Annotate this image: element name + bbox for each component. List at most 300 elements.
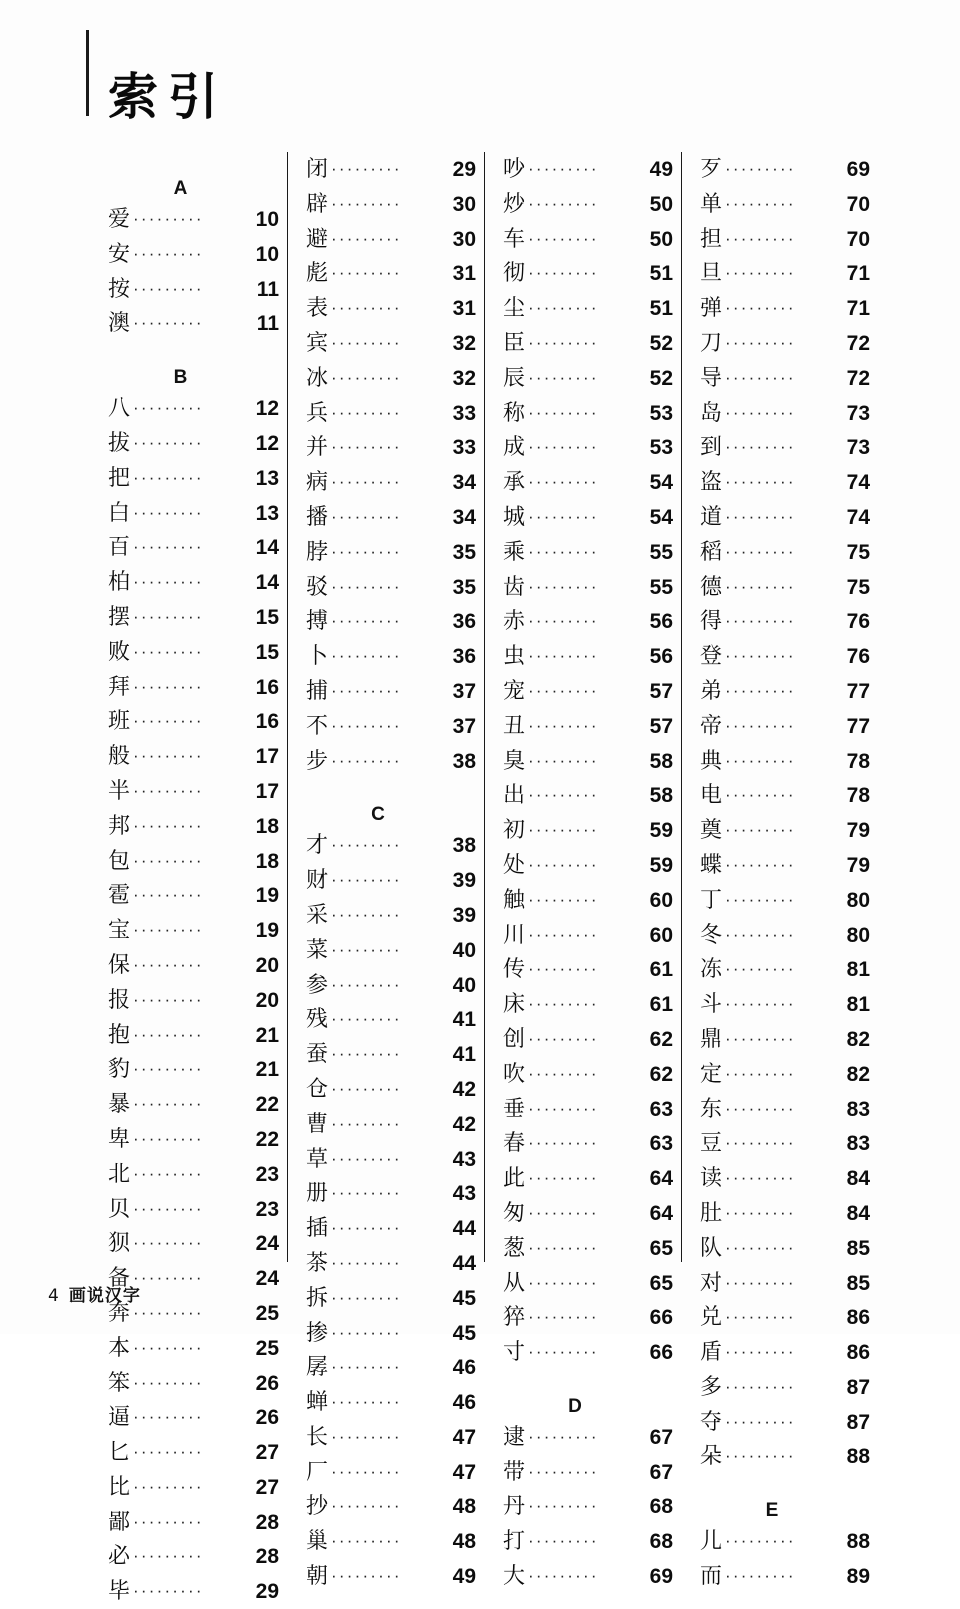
index-entry[interactable] — [306, 1142, 476, 1177]
index-entry[interactable] — [503, 222, 673, 257]
index-entry[interactable] — [700, 500, 870, 535]
index-entry[interactable] — [306, 709, 476, 744]
index-entry[interactable] — [503, 1489, 673, 1524]
entry-page-number: 86 — [846, 1341, 870, 1365]
entry-page-number: 52 — [649, 366, 673, 390]
index-entry[interactable] — [700, 222, 870, 257]
index-entry[interactable] — [306, 933, 476, 968]
entry-page-number: 24 — [255, 1267, 279, 1291]
index-entry[interactable] — [108, 809, 279, 844]
entry-character: 炒 — [503, 191, 526, 217]
entry-character: 拜 — [108, 674, 131, 700]
index-entry[interactable] — [108, 391, 279, 426]
entry-character: 承 — [503, 470, 526, 496]
entry-page-number: 40 — [452, 938, 476, 962]
index-entry[interactable] — [503, 361, 673, 396]
index-entry[interactable] — [108, 913, 279, 948]
dot-leader: ········· — [331, 263, 402, 283]
index-entry[interactable] — [306, 1211, 476, 1246]
entry-character: 北 — [108, 1161, 131, 1187]
entry-page-number: 74 — [846, 505, 870, 529]
entry-character: 卜 — [306, 644, 329, 670]
index-entry[interactable] — [306, 535, 476, 570]
entry-character: 担 — [700, 226, 723, 252]
entry-character: 抄 — [306, 1494, 329, 1520]
index-entry[interactable] — [108, 1505, 279, 1540]
index-entry[interactable] — [108, 600, 279, 635]
index-entry[interactable] — [503, 187, 673, 222]
index-entry[interactable] — [700, 1405, 870, 1440]
index-entry[interactable] — [503, 883, 673, 918]
dot-leader: ········· — [725, 367, 796, 387]
entry-page-number: 75 — [846, 540, 870, 564]
dot-leader: ········· — [133, 572, 204, 592]
index-entry[interactable] — [503, 1524, 673, 1559]
entry-character: 城 — [503, 504, 526, 530]
dot-leader: ········· — [331, 904, 402, 924]
entry-character: 捕 — [306, 678, 329, 704]
entry-character: 表 — [306, 296, 329, 322]
entry-character: 孱 — [306, 1355, 329, 1381]
entry-page-number: 20 — [255, 953, 279, 977]
index-entry[interactable] — [306, 1385, 476, 1420]
dot-leader: ········· — [133, 537, 204, 557]
entry-page-number: 55 — [649, 575, 673, 599]
entry-character: 岛 — [700, 400, 723, 426]
index-entry[interactable] — [700, 1439, 870, 1474]
index-entry[interactable] — [700, 570, 870, 605]
index-entry[interactable] — [306, 1524, 476, 1559]
index-entry[interactable] — [700, 674, 870, 709]
dot-leader: ········· — [528, 1426, 599, 1446]
dot-leader: ········· — [725, 1237, 796, 1257]
entry-character: 斗 — [700, 992, 723, 1018]
index-entry[interactable] — [108, 704, 279, 739]
index-entry[interactable] — [306, 1002, 476, 1037]
index-entry[interactable] — [306, 1420, 476, 1455]
dot-leader: ········· — [133, 606, 204, 626]
dot-leader: ········· — [331, 1183, 402, 1203]
dot-leader: ········· — [528, 611, 599, 631]
index-entry[interactable] — [306, 639, 476, 674]
index-entry[interactable] — [108, 530, 279, 565]
entry-page-number: 19 — [255, 884, 279, 908]
index-entry[interactable] — [108, 1470, 279, 1505]
entry-character: 爱 — [108, 207, 131, 232]
entry-character: 宠 — [503, 678, 526, 704]
entry-character: 把 — [108, 465, 131, 491]
index-entry[interactable] — [108, 1192, 279, 1227]
dot-leader: ········· — [528, 646, 599, 666]
index-entry[interactable] — [700, 952, 870, 987]
entry-character: 步 — [306, 748, 329, 774]
index-entry[interactable] — [306, 1489, 476, 1524]
index-entry[interactable] — [503, 709, 673, 744]
index-entry[interactable] — [503, 500, 673, 535]
dot-leader: ········· — [331, 1392, 402, 1412]
index-entry[interactable] — [700, 1559, 870, 1594]
index-entry[interactable] — [306, 430, 476, 465]
index-entry[interactable] — [700, 1300, 870, 1335]
index-entry[interactable] — [108, 1366, 279, 1401]
dot-leader: ········· — [725, 1202, 796, 1222]
index-entry[interactable] — [503, 1231, 673, 1266]
index-entry[interactable] — [503, 465, 673, 500]
dot-leader: ········· — [725, 159, 796, 178]
index-entry[interactable] — [306, 500, 476, 535]
dot-leader: ········· — [528, 1237, 599, 1257]
index-entry[interactable] — [108, 774, 279, 809]
dot-leader: ········· — [528, 820, 599, 840]
index-entry[interactable] — [700, 187, 870, 222]
index-entry[interactable] — [503, 1022, 673, 1057]
index-entry[interactable] — [503, 1092, 673, 1127]
index-entry[interactable] — [700, 1524, 870, 1559]
dot-leader: ········· — [133, 1268, 204, 1288]
index-entry[interactable] — [700, 430, 870, 465]
entry-character: 豆 — [700, 1131, 723, 1157]
entry-character: 播 — [306, 504, 329, 530]
index-entry[interactable] — [306, 1072, 476, 1107]
index-entry[interactable] — [503, 396, 673, 431]
entry-character: 班 — [108, 709, 131, 735]
entry-character: 寸 — [503, 1340, 526, 1366]
index-entry[interactable] — [503, 430, 673, 465]
index-entry[interactable] — [503, 674, 673, 709]
entry-page-number: 83 — [846, 1097, 870, 1121]
index-entry[interactable] — [108, 306, 279, 341]
entry-page-number: 72 — [846, 331, 870, 355]
entry-character: 称 — [503, 400, 526, 426]
index-entry[interactable] — [306, 1037, 476, 1072]
dot-leader: ········· — [133, 780, 204, 800]
entry-character: 道 — [700, 504, 723, 530]
entry-character: 带 — [503, 1459, 526, 1485]
index-entry[interactable] — [108, 1331, 279, 1366]
entry-page-number: 12 — [255, 431, 279, 455]
dot-leader: ········· — [725, 1168, 796, 1188]
entry-page-number: 38 — [452, 834, 476, 858]
entry-page-number: 72 — [846, 366, 870, 390]
index-entry[interactable] — [108, 1122, 279, 1157]
entry-page-number: 37 — [452, 679, 476, 703]
dot-leader: ········· — [331, 611, 402, 631]
index-column — [287, 152, 484, 1590]
index-entry[interactable] — [108, 1018, 279, 1053]
index-entry[interactable] — [700, 1092, 870, 1127]
index-entry[interactable] — [700, 396, 870, 431]
index-entry[interactable] — [700, 883, 870, 918]
index-entry[interactable] — [700, 918, 870, 953]
index-entry[interactable] — [700, 639, 870, 674]
index-entry[interactable] — [503, 1057, 673, 1092]
dot-leader: ········· — [331, 750, 402, 770]
index-entry[interactable] — [108, 844, 279, 879]
index-entry[interactable] — [503, 1559, 673, 1594]
index-entry[interactable] — [306, 152, 476, 187]
entry-page-number: 36 — [452, 645, 476, 669]
dot-leader: ········· — [725, 994, 796, 1014]
index-entry[interactable] — [108, 878, 279, 913]
entry-character: 对 — [700, 1270, 723, 1296]
dot-leader: ········· — [528, 1202, 599, 1222]
index-entry[interactable] — [700, 465, 870, 500]
index-entry[interactable] — [503, 152, 673, 187]
dot-leader: ········· — [725, 785, 796, 805]
index-entry[interactable] — [503, 987, 673, 1022]
entry-page-number: 65 — [649, 1271, 673, 1295]
index-entry[interactable] — [108, 565, 279, 600]
entry-page-number: 66 — [649, 1306, 673, 1330]
index-entry[interactable] — [306, 898, 476, 933]
index-entry[interactable] — [108, 461, 279, 496]
index-entry[interactable] — [108, 1226, 279, 1261]
index-entry[interactable] — [700, 535, 870, 570]
entry-page-number: 33 — [452, 436, 476, 460]
entry-character: 掺 — [306, 1320, 329, 1346]
index-entry[interactable] — [503, 639, 673, 674]
entry-page-number: 43 — [452, 1182, 476, 1206]
index-entry[interactable] — [503, 1335, 673, 1370]
entry-character: 菜 — [306, 937, 329, 963]
index-entry[interactable] — [306, 187, 476, 222]
index-entry[interactable] — [700, 152, 870, 187]
dot-leader: ········· — [133, 398, 204, 418]
entry-character: 才 — [306, 833, 329, 859]
dot-leader: ········· — [528, 1063, 599, 1083]
index-entry[interactable] — [700, 1057, 870, 1092]
entry-character: 包 — [108, 848, 131, 874]
index-entry[interactable] — [700, 709, 870, 744]
index-entry[interactable] — [108, 1400, 279, 1435]
dot-leader: ········· — [133, 502, 204, 522]
index-entry[interactable] — [306, 1246, 476, 1281]
index-entry[interactable] — [503, 604, 673, 639]
dot-leader: ········· — [331, 939, 402, 959]
index-entry[interactable] — [503, 952, 673, 987]
index-entry[interactable] — [503, 291, 673, 326]
index-entry[interactable] — [306, 604, 476, 639]
dot-leader: ········· — [331, 1566, 402, 1586]
index-entry[interactable] — [108, 670, 279, 705]
index-entry[interactable] — [503, 1196, 673, 1231]
entry-page-number: 40 — [452, 973, 476, 997]
index-entry[interactable] — [503, 744, 673, 779]
index-entry[interactable] — [108, 1052, 279, 1087]
index-entry[interactable] — [306, 570, 476, 605]
index-entry[interactable] — [503, 778, 673, 813]
index-entry[interactable] — [700, 326, 870, 361]
index-entry[interactable] — [108, 635, 279, 670]
dot-leader: ········· — [725, 1307, 796, 1327]
index-entry[interactable] — [700, 848, 870, 883]
dot-leader: ········· — [725, 924, 796, 944]
index-entry[interactable] — [700, 1335, 870, 1370]
dot-leader: ········· — [331, 1252, 402, 1272]
dot-leader: ········· — [528, 576, 599, 596]
index-entry[interactable] — [108, 983, 279, 1018]
entry-page-number: 71 — [846, 262, 870, 286]
entry-page-number: 56 — [649, 645, 673, 669]
index-entry[interactable] — [306, 396, 476, 431]
index-entry[interactable] — [700, 1161, 870, 1196]
index-entry[interactable] — [306, 1350, 476, 1385]
entry-character: 冬 — [700, 922, 723, 948]
entry-character: 队 — [700, 1235, 723, 1261]
index-entry[interactable] — [306, 1559, 476, 1594]
entry-character: 齿 — [503, 574, 526, 600]
dot-leader: ········· — [133, 885, 204, 905]
dot-leader: ········· — [725, 1566, 796, 1586]
entry-page-number: 54 — [649, 471, 673, 495]
index-entry[interactable] — [108, 496, 279, 531]
index-entry[interactable] — [306, 863, 476, 898]
entry-page-number: 70 — [846, 192, 870, 216]
index-entry[interactable] — [700, 1196, 870, 1231]
dot-leader: ········· — [133, 641, 204, 661]
index-entry[interactable] — [700, 604, 870, 639]
entry-page-number: 46 — [452, 1356, 476, 1380]
dot-leader: ········· — [725, 1531, 796, 1551]
dot-leader: ········· — [528, 1272, 599, 1292]
entry-page-number: 41 — [452, 1008, 476, 1032]
dot-leader: ········· — [725, 506, 796, 526]
entry-character: 打 — [503, 1529, 526, 1555]
index-entry[interactable] — [503, 570, 673, 605]
entry-page-number: 54 — [649, 505, 673, 529]
dot-leader: ········· — [133, 432, 204, 452]
dot-leader: ········· — [528, 1028, 599, 1048]
index-entry[interactable] — [108, 237, 279, 272]
index-entry[interactable] — [108, 948, 279, 983]
entry-page-number: 76 — [846, 645, 870, 669]
entry-page-number: 59 — [649, 819, 673, 843]
index-entry[interactable] — [306, 674, 476, 709]
index-entry[interactable] — [700, 1022, 870, 1057]
dot-leader: ········· — [331, 646, 402, 666]
index-entry[interactable] — [503, 1455, 673, 1490]
index-entry[interactable] — [306, 291, 476, 326]
index-entry[interactable] — [503, 256, 673, 291]
index-entry[interactable] — [108, 272, 279, 307]
index-entry[interactable] — [306, 1455, 476, 1490]
index-entry[interactable] — [700, 744, 870, 779]
dot-leader: ········· — [331, 870, 402, 890]
entry-character: 初 — [503, 818, 526, 844]
index-entry[interactable] — [306, 1281, 476, 1316]
index-entry[interactable] — [108, 1574, 279, 1609]
index-entry[interactable] — [700, 1231, 870, 1266]
index-entry[interactable] — [700, 291, 870, 326]
entry-character: 歹 — [700, 157, 723, 182]
index-entry[interactable] — [503, 848, 673, 883]
index-entry[interactable] — [503, 1126, 673, 1161]
index-entry[interactable] — [108, 1435, 279, 1470]
index-entry[interactable] — [503, 918, 673, 953]
entry-page-number: 47 — [452, 1460, 476, 1484]
index-entry[interactable] — [306, 828, 476, 863]
index-entry[interactable] — [700, 987, 870, 1022]
entry-character: 八 — [108, 396, 131, 422]
index-entry[interactable] — [700, 778, 870, 813]
dot-leader: ········· — [528, 159, 599, 178]
entry-page-number: 58 — [649, 784, 673, 808]
entry-page-number: 73 — [846, 401, 870, 425]
index-entry[interactable] — [306, 1316, 476, 1351]
entry-character: 电 — [700, 783, 723, 809]
index-entry[interactable] — [306, 361, 476, 396]
index-entry[interactable] — [700, 1126, 870, 1161]
index-entry[interactable] — [306, 1107, 476, 1142]
entry-page-number: 79 — [846, 853, 870, 877]
entry-page-number: 37 — [452, 714, 476, 738]
index-entry[interactable] — [700, 1370, 870, 1405]
entry-page-number: 61 — [649, 958, 673, 982]
index-entry[interactable] — [503, 326, 673, 361]
entry-character: 辰 — [503, 365, 526, 391]
entry-page-number: 87 — [846, 1375, 870, 1399]
entry-character: 丹 — [503, 1494, 526, 1520]
index-entry[interactable] — [306, 1176, 476, 1211]
index-entry[interactable] — [108, 1087, 279, 1122]
letter-heading-d: D — [568, 1395, 582, 1417]
dot-leader: ········· — [331, 193, 402, 213]
entry-character: 澳 — [108, 311, 131, 337]
entry-page-number: 84 — [846, 1167, 870, 1191]
entry-page-number: 30 — [452, 192, 476, 216]
index-entry[interactable] — [700, 256, 870, 291]
index-entry[interactable] — [306, 744, 476, 779]
index-entry[interactable] — [306, 968, 476, 1003]
index-entry[interactable] — [306, 222, 476, 257]
index-entry[interactable] — [503, 1266, 673, 1301]
entry-page-number: 66 — [649, 1341, 673, 1365]
entry-character: 兵 — [306, 400, 329, 426]
index-entry[interactable] — [503, 535, 673, 570]
dot-leader: ········· — [331, 974, 402, 994]
index-entry[interactable] — [503, 1300, 673, 1335]
dot-leader: ········· — [528, 785, 599, 805]
index-entry[interactable] — [503, 1161, 673, 1196]
index-entry[interactable] — [306, 326, 476, 361]
index-entry[interactable] — [503, 813, 673, 848]
dot-leader: ········· — [528, 889, 599, 909]
entry-page-number: 43 — [452, 1147, 476, 1171]
entry-page-number: 52 — [649, 331, 673, 355]
index-entry[interactable] — [108, 202, 279, 237]
entry-character: 尘 — [503, 296, 526, 322]
entry-character: 搏 — [306, 609, 329, 635]
index-entry[interactable] — [108, 1157, 279, 1192]
letter-heading-e: E — [765, 1500, 779, 1522]
index-entry[interactable] — [503, 1420, 673, 1455]
index-entry[interactable] — [700, 813, 870, 848]
dot-leader: ········· — [331, 1078, 402, 1098]
index-entry[interactable] — [108, 1539, 279, 1574]
index-entry[interactable] — [700, 1266, 870, 1301]
entry-page-number: 26 — [255, 1371, 279, 1395]
entry-character: 弟 — [700, 678, 723, 704]
dot-leader: ········· — [133, 313, 204, 333]
index-entry[interactable] — [306, 256, 476, 291]
dot-leader: ········· — [331, 159, 402, 178]
index-entry[interactable] — [108, 739, 279, 774]
dot-leader: ········· — [528, 1342, 599, 1362]
index-entry[interactable] — [108, 426, 279, 461]
index-entry[interactable] — [700, 361, 870, 396]
entry-character: 彻 — [503, 261, 526, 287]
index-entry[interactable] — [306, 465, 476, 500]
